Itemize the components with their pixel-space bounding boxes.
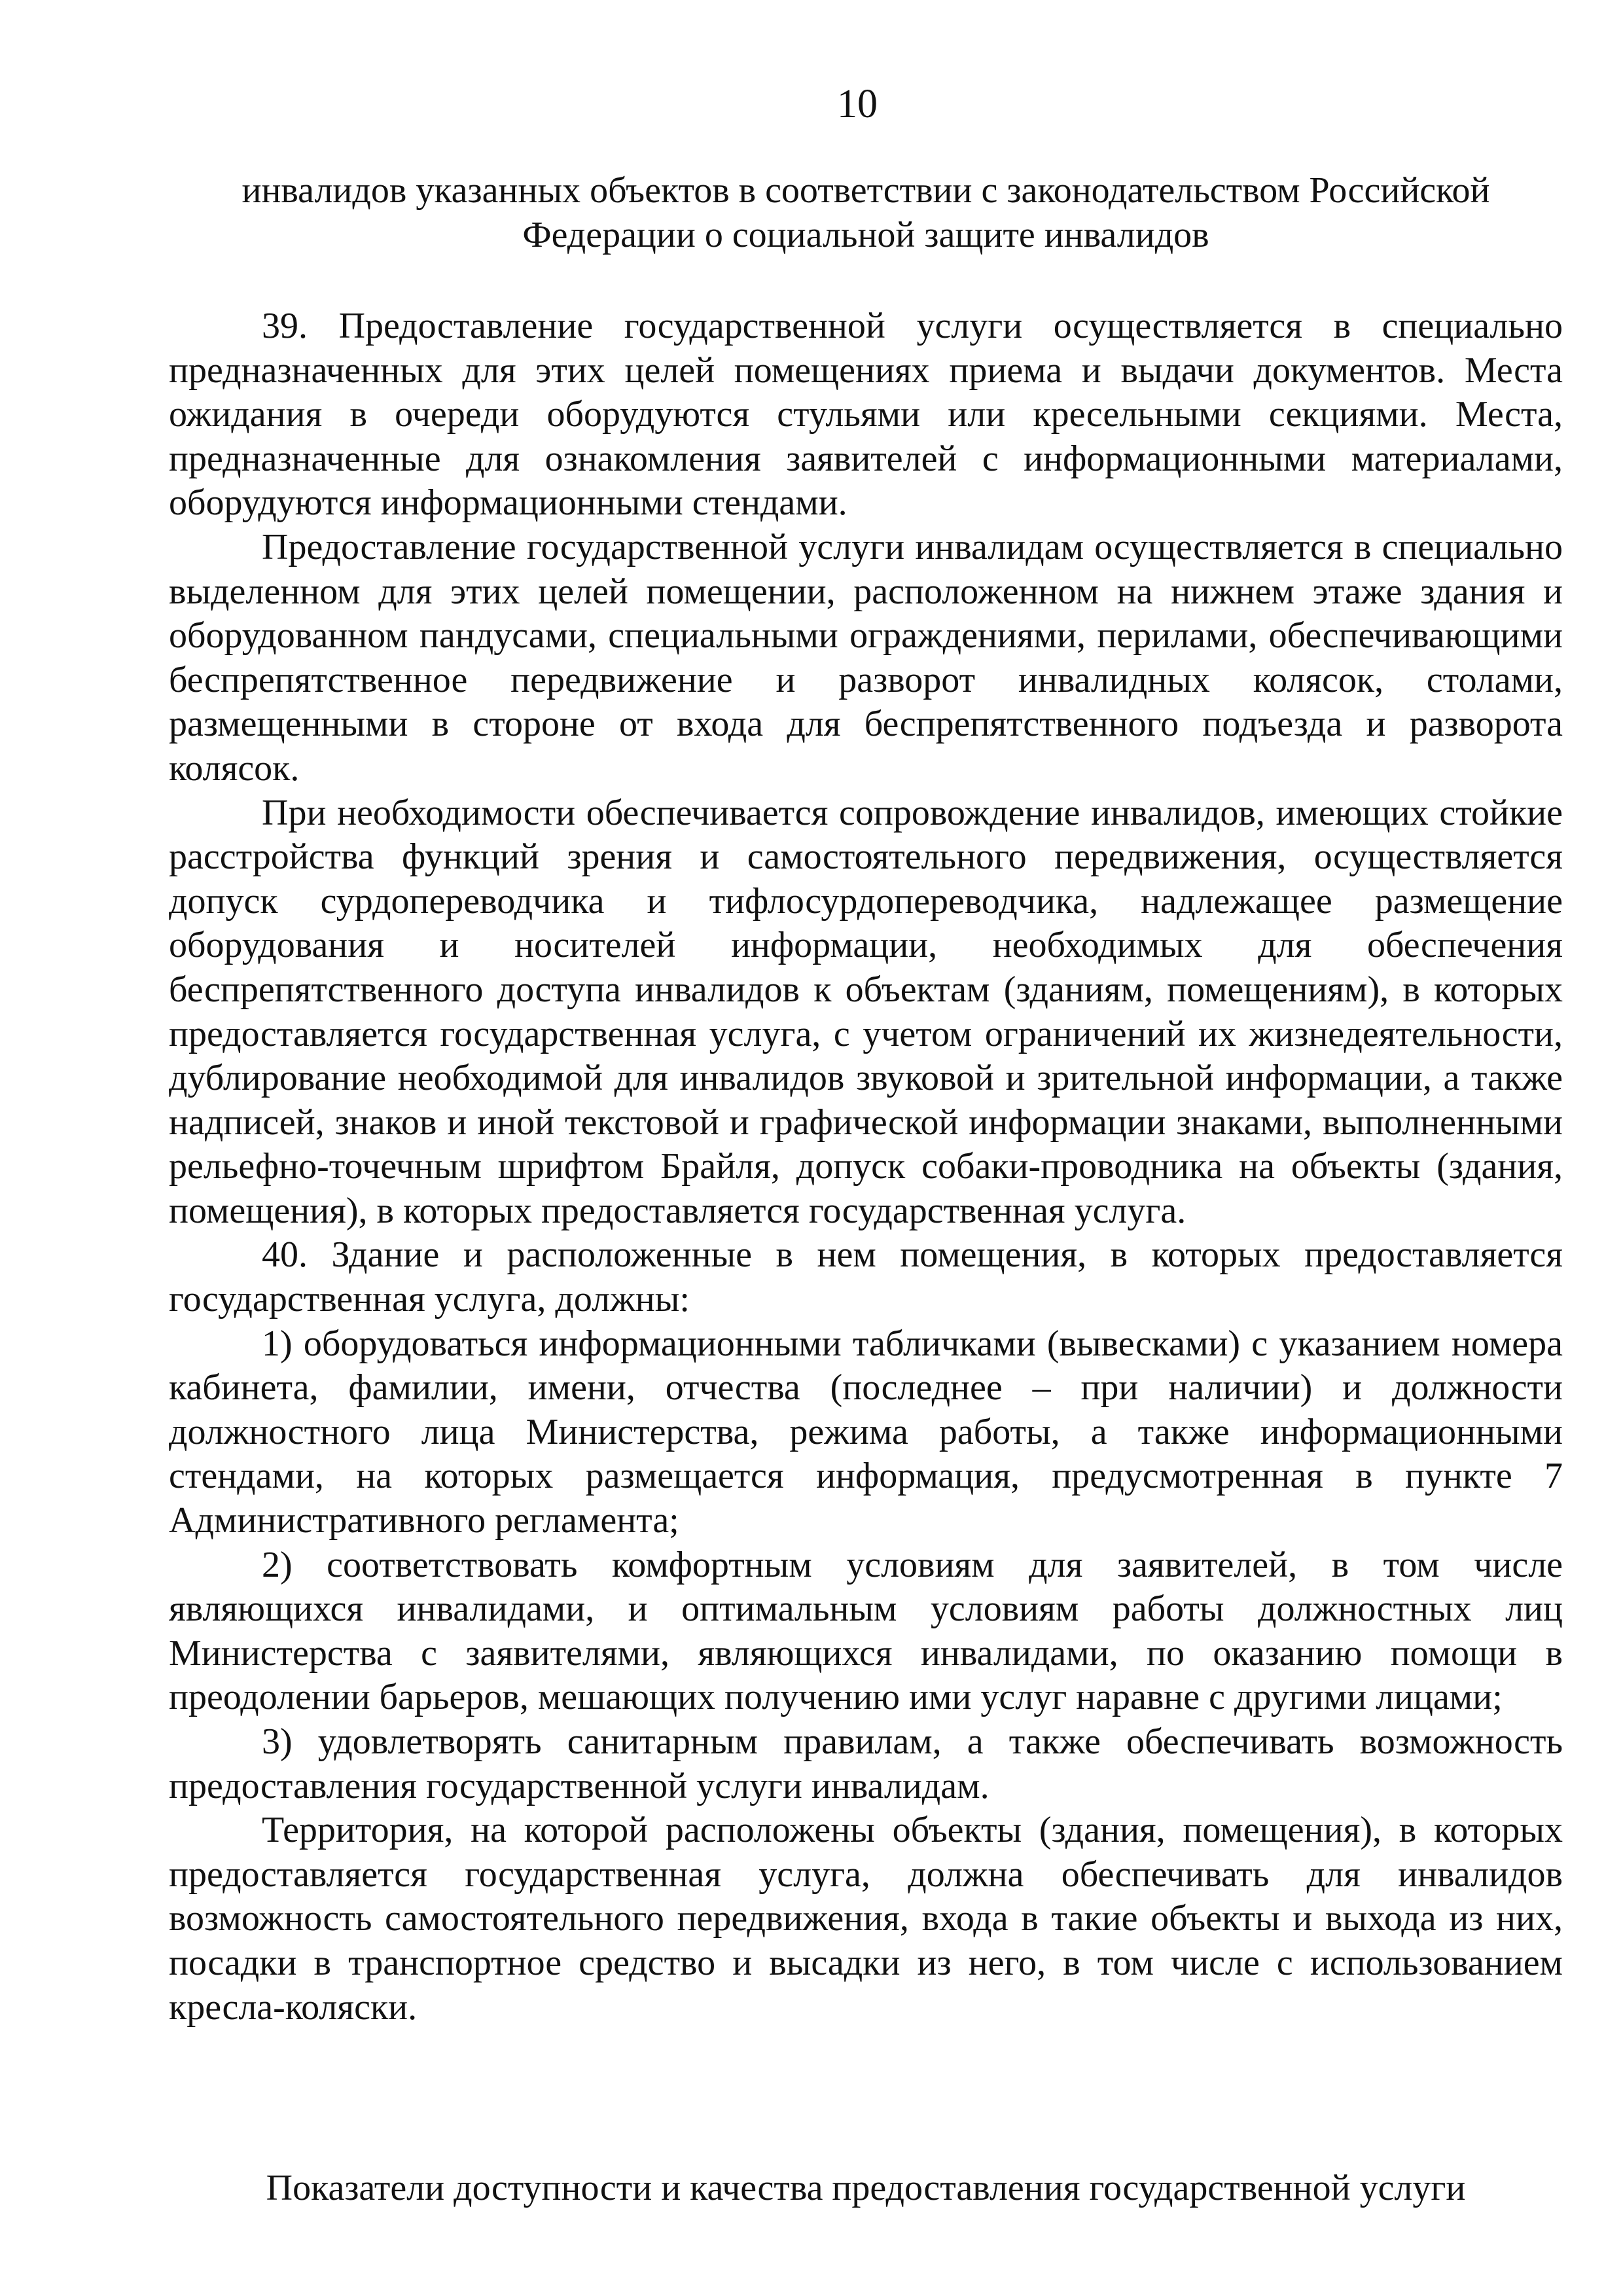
paragraph-assistance: При необходимости обеспечивается сопровождение инвалидов, имеющих стойкие расстройства функций зрения и самостоятельного передвижения, осуществляется допуск сурдопереводчика и тифлосурдопереводчика, надлежащее размещение оборудования и носителей информации, необходимых для обеспечения беспрепятственного доступа инвалидов к объектам (зданиям, помещениям), в которых предоставляется государственная услуга, с учетом ограничений их жизнедеятельности, дублирование необходимой для инвалидов звуковой и зрительной информации, а также надписей, знаков и иной текстовой и графической информации знаками, выполненными рельефно-точечным шрифтом Брайля, допуск собаки-проводника на объекты (здания, помещения), в которых предоставляется государственная услуга. xyxy=(169,792,1563,1231)
list-item-1: 1) оборудоваться информационными табличками (вывесками) с указанием номера кабинета, фамилии, имени, отчества (последнее – при наличии) и должности должностного лица Министерства, режима работы, а также информационными стендами, на которых размещается информация, предусмотренная в пункте 7 Административного регламента; xyxy=(169,1323,1563,1541)
paragraph-40: 40. Здание и расположенные в нем помещения, в которых предоставляется государственная услуга, должны: xyxy=(169,1234,1563,1320)
section-heading: Показатели доступности и качества предоставления государственной услуги xyxy=(266,2168,1466,2208)
list-item-3: 3) удовлетворять санитарным правилам, а также обеспечивать возможность предоставления государственной услуги инвалидам. xyxy=(169,1721,1563,1806)
heading-line: инвалидов указанных объектов в соответствии с законодательством Российской xyxy=(241,170,1490,211)
heading-line: Федерации о социальной защите инвалидов xyxy=(522,214,1209,255)
document-body xyxy=(169,304,1563,2030)
paragraph-disabled-access-premises: Предоставление государственной услуги инвалидам осуществляется в специально выделенном для этих целей помещении, расположенном на нижнем этаже здания и оборудованном пандусами, специальными ограждениями, перилами, обеспечивающими беспрепятственное передвижение и разворот инвалидных колясок, столами, размещенными в стороне от входа для беспрепятственного подъезда и разворота колясок. xyxy=(169,526,1563,789)
page-number: 10 xyxy=(837,82,878,126)
paragraph-territory: Территория, на которой расположены объекты (здания, помещения), в которых предоставляется государственная услуга, должна обеспечивать для инвалидов возможность самостоятельного передвижения, входа в такие объекты и выхода из них, посадки в транспортное средство и высадки из него, в том числе с использованием кресла-коляски. xyxy=(169,1810,1563,2028)
list-item-2: 2) соответствовать комфортным условиям для заявителей, в том числе являющихся инвалидами, и оптимальным условиям работы должностных лиц Министерства с заявителями, являющихся инвалидами, по оказанию помощи в преодолении барьеров, мешающих получению ими услуг наравне с другими лицами; xyxy=(169,1544,1563,1718)
paragraph-39: 39. Предоставление государственной услуги осуществляется в специально предназначенных для этих целей помещениях приема и выдачи документов. Места ожидания в очереди оборудуются стульями или кресельными секциями. Места, предназначенные для ознакомления заявителей с информационными материалами, оборудуются информационными стендами. xyxy=(169,306,1563,524)
section-heading-continuation xyxy=(169,169,1563,257)
